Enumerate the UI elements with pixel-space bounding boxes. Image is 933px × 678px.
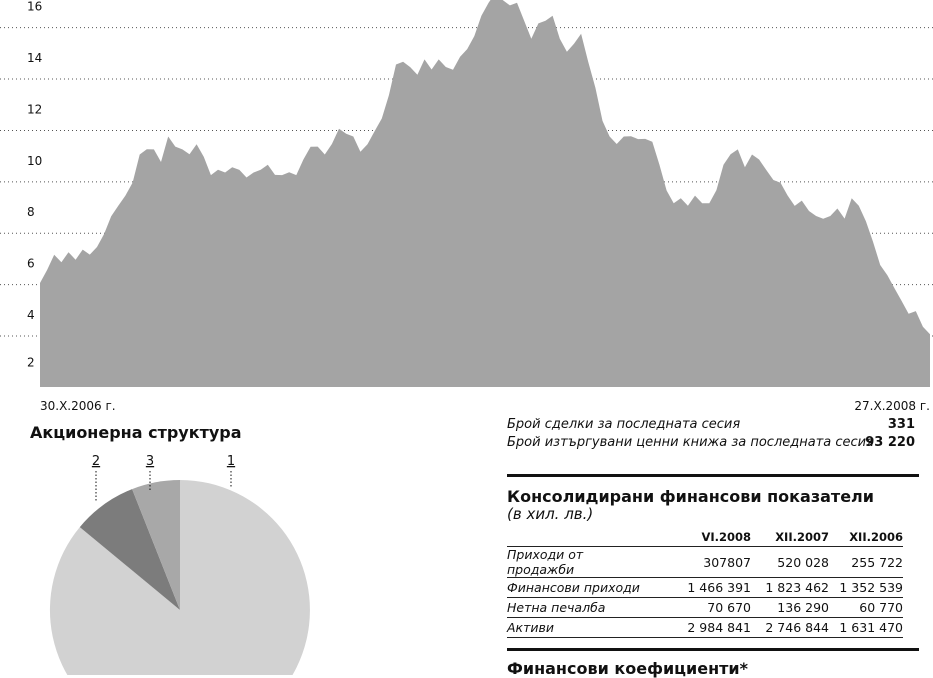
cell: 60 770 [829,598,903,618]
cell: 1 466 391 [651,578,751,598]
cell: 1 352 539 [829,578,903,598]
ratios-title: Финансови коефициенти* [507,659,748,678]
y-tick-label: 4 [27,308,35,323]
cell: 1 631 470 [829,618,903,638]
stat-volume-value: 93 220 [865,435,915,450]
stat-deals-label: Брой сделки за последната сесия [507,417,741,432]
y-tick-label: 10 [27,153,43,168]
y-tick-label: 16 [27,0,43,14]
price-area [40,0,930,387]
stat-deals-value: 331 [887,417,915,432]
col-header: VI.2008 [701,530,751,544]
financials-top-rule [507,474,919,477]
pie-title: Акционерна структура [30,423,242,442]
y-tick-label: 12 [27,102,43,117]
row-label: Нетна печалба [507,598,651,618]
y-axis-ticks [27,0,42,369]
x-end-label: 27.X.2008 г. [854,399,930,413]
cell: 307807 [651,547,751,578]
pie-label-1: 1 [226,454,236,469]
y-tick-label: 8 [27,205,35,220]
financials-unit: (в хил. лв.) [507,505,594,523]
table-row [507,547,903,578]
row-label: Активи [507,618,651,638]
ratios-top-rule [507,648,919,651]
cell: 70 670 [651,598,751,618]
table-row [507,598,903,618]
stat-deals [507,417,915,432]
cell: 2 746 844 [751,618,829,638]
col-header: XII.2007 [775,530,829,544]
cell: 2 984 841 [651,618,751,638]
table-row [507,618,903,638]
row-label: Приходи от продажби [507,547,651,578]
financials-table [507,530,903,638]
cell: 136 290 [751,598,829,618]
stat-volume-label: Брой изтъргувани ценни книжа за последната сесия [507,435,874,450]
shareholder-pie-chart [0,440,360,675]
financials-header-row [507,530,903,547]
y-tick-label: 6 [27,256,35,271]
pie-label-3: 3 [145,454,155,469]
cell: 1 823 462 [751,578,829,598]
col-header: XII.2006 [849,530,903,544]
stat-volume [507,435,915,450]
pie-label-2: 2 [91,454,101,469]
cell: 255 722 [829,547,903,578]
x-start-label: 30.X.2006 г. [40,399,116,413]
y-tick-label: 2 [27,355,35,370]
cell: 520 028 [751,547,829,578]
table-row [507,578,903,598]
financials-title: Консолидирани финансови показатели [507,487,874,506]
area-series [40,0,930,387]
y-tick-label: 14 [27,51,43,66]
row-label: Финансови приходи [507,578,651,598]
